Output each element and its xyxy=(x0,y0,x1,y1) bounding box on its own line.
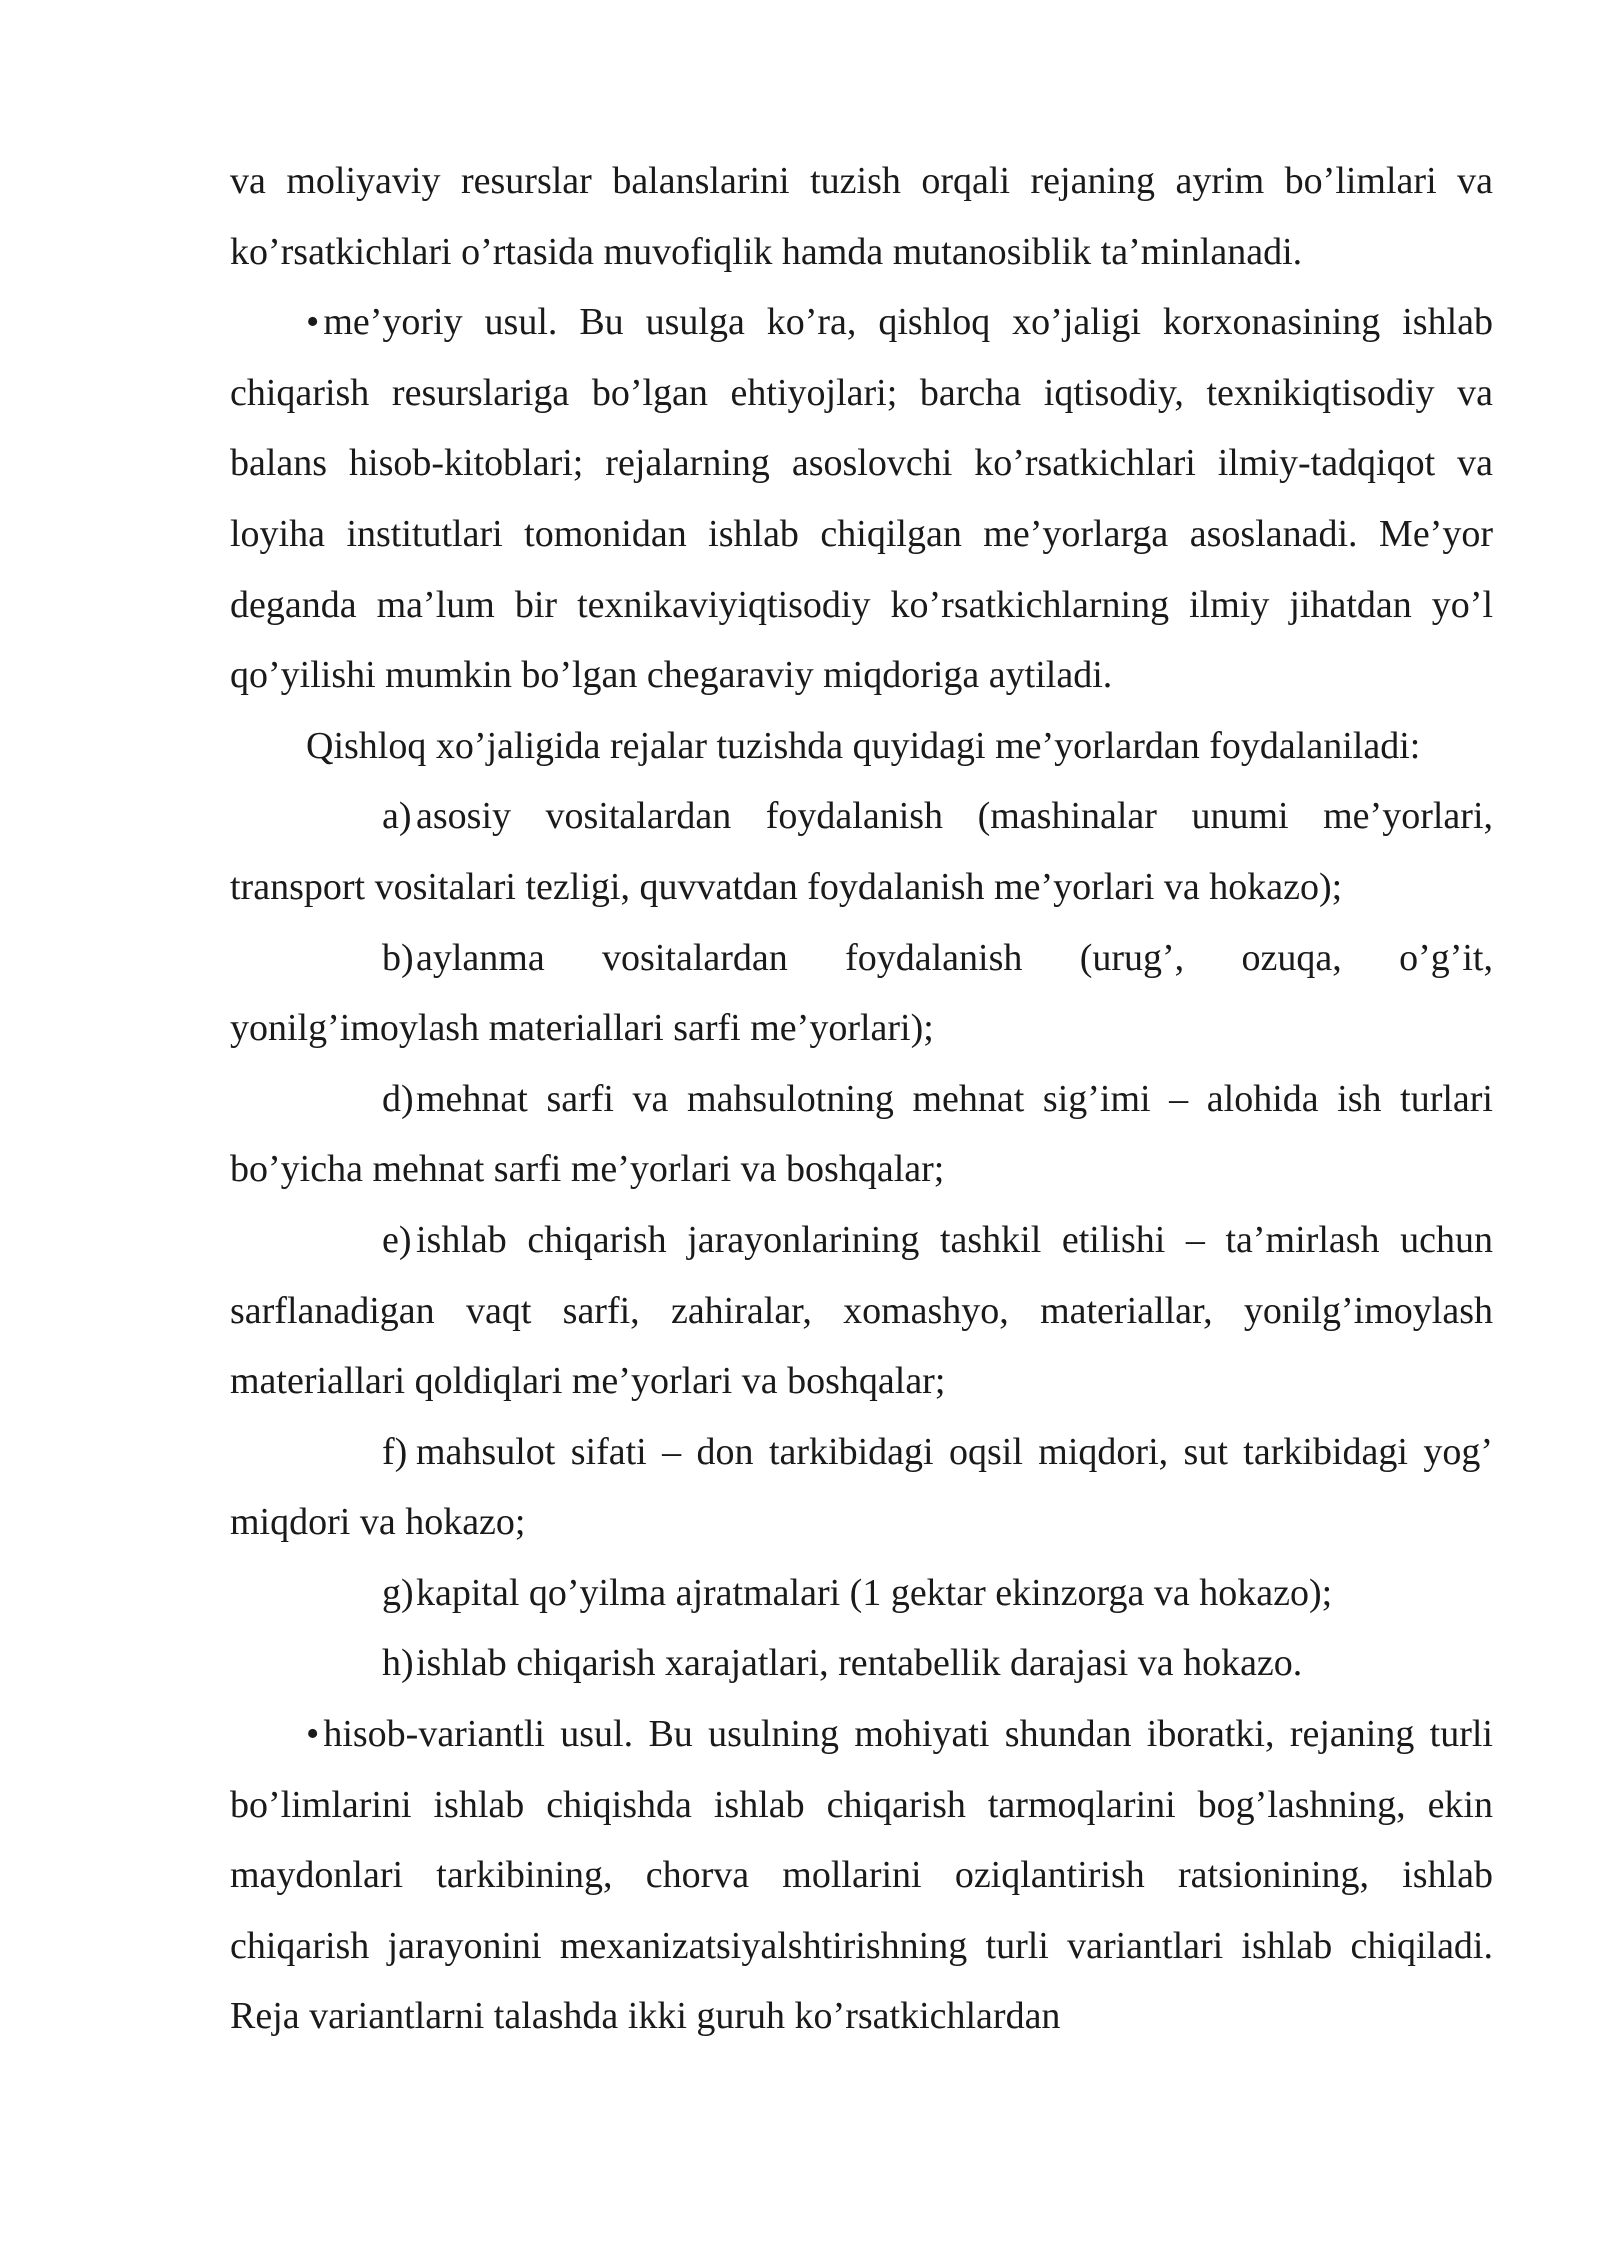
bullet-paragraph-text: me’yoriy usul. Bu usulga ko’ra, qishloq xo’jaligi korxonasining ishlab chiqarish resurslariga bo’lgan ehtiyojlari; barcha iqtisodiy, texnikiqtisodiy va balans hisob-kitoblari; rejalarning asoslovchi ko’rsatkichlari ilmiy-tadqiqot va loyiha institutlari tomonidan ishlab chiqilgan me’yorlarga asoslanadi. Me’yor deganda ma’lum bir texnikaviyiqtisodiy ko’rsatkichlarning ilmiy jihatdan yo’l qo’yilishi mumkin bo’lgan chegaraviy miqdoriga aytiladi. xyxy=(230,301,1493,697)
paragraph-continuation: va moliyaviy resurslar balanslarini tuzish orqali rejaning ayrim bo’limlari va ko’rsatkichlari o’rtasida muvofiqlik hamda mutanosiblik ta’minlanadi. xyxy=(230,160,1493,273)
list-item-label: b) xyxy=(382,936,414,979)
list-item xyxy=(230,1417,1493,1558)
list-item-text: asosiy vositalardan foydalanish (mashinalar unumi me’yorlari, transport vositalari tezligi, quvvatdan foydalanish me’yorlari va hokazo); xyxy=(230,795,1493,908)
document-page xyxy=(230,146,1493,2052)
list-item-label: a) xyxy=(382,795,412,838)
list-item xyxy=(230,781,1493,922)
list-item xyxy=(230,1628,1493,1699)
list-item-text: mahsulot sifati – don tarkibidagi oqsil miqdori, sut tarkibidagi yog’ miqdori va hokazo; xyxy=(230,1430,1493,1544)
list-item-label: h) xyxy=(382,1642,414,1685)
list-item-label: f) xyxy=(382,1430,408,1473)
list-item-label: g) xyxy=(382,1571,414,1614)
list-item-text: ishlab chiqarish jarayonlarining tashkil etilishi – ta’mirlash uchun sarflanadigan vaqt sarfi, zahiralar, xomashyo, materiallar, yonilg’imoylash materiallari qoldiqlari me’yorlari va boshqalar; xyxy=(230,1218,1493,1403)
list-item-text: mehnat sarfi va mahsulotning mehnat sig’imi – alohida ish turlari bo’yicha mehnat sarfi me’yorlari va boshqalar; xyxy=(230,1077,1493,1191)
list-item-text: aylanma vositalardan foydalanish (urug’, ozuqa, o’g’it, yonilg’imoylash materiallari sarfi me’yorlari); xyxy=(230,936,1493,1050)
list-item xyxy=(230,923,1493,1064)
bullet-icon: • xyxy=(306,1713,320,1756)
list-item-text: kapital qo’yilma ajratmalari (1 gektar ekinzorga va hokazo); xyxy=(416,1571,1333,1614)
bullet-paragraph-text: hisob-variantli usul. Bu usulning mohiyati shundan iboratki, rejaning turli bo’limlarini ishlab chiqishda ishlab chiqarish tarmoqlarini bog’lashning, ekin maydonlari tarkibining, chorva mollarini oziqlantirish ratsionining, ishlab chiqarish jarayonini mexanizatsiyalshtirishning turli variantlari ishlab chiqiladi. Reja variantlarni talashda ikki guruh ko’rsatkichlardan xyxy=(230,1713,1493,2038)
list-item-text: ishlab chiqarish xarajatlari, rentabellik darajasi va hokazo. xyxy=(416,1642,1303,1685)
bullet-paragraph-calculation-variant-method xyxy=(230,1699,1493,2052)
list-item-label: e) xyxy=(382,1218,412,1261)
list-item xyxy=(230,1558,1493,1629)
bullet-icon: • xyxy=(306,301,320,344)
list-item-label: d) xyxy=(382,1077,414,1120)
bullet-paragraph-normative-method xyxy=(230,287,1493,711)
list-item xyxy=(230,1064,1493,1205)
paragraph-norms-intro: Qishloq xo’jaligida rejalar tuzishda quyidagi me’yorlardan foydalaniladi: xyxy=(306,724,1421,767)
list-item xyxy=(230,1205,1493,1417)
